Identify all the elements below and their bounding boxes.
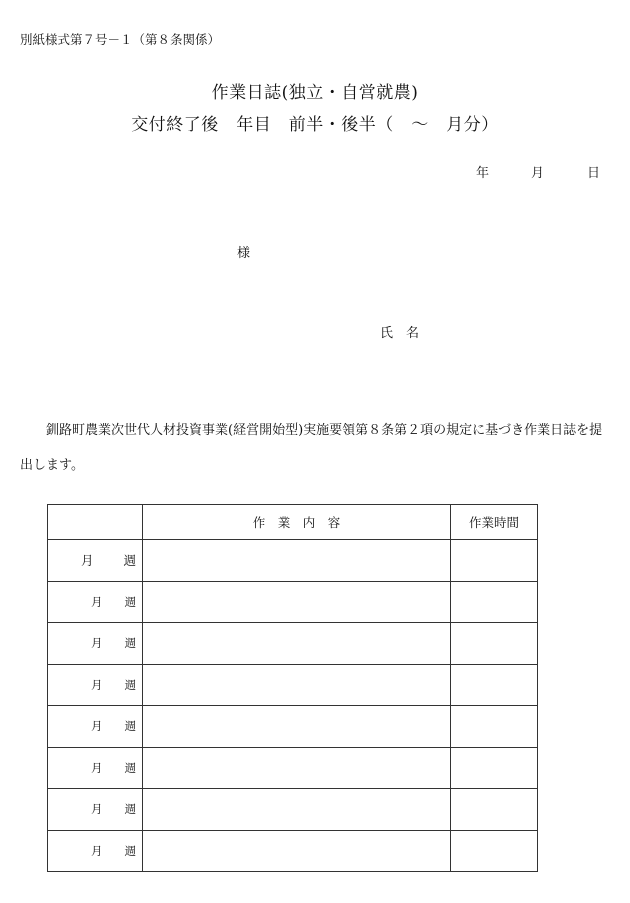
- month-label: 月: [91, 677, 103, 692]
- work-content-cell[interactable]: [143, 664, 451, 706]
- week-label: 週: [124, 594, 136, 609]
- work-content-cell[interactable]: [143, 747, 451, 789]
- work-content-cell[interactable]: [143, 581, 451, 623]
- work-content-cell[interactable]: [143, 706, 451, 748]
- month-label: 月: [91, 760, 103, 775]
- table-row: [48, 664, 538, 706]
- month-label: 月: [91, 843, 103, 858]
- week-label: 週: [124, 636, 136, 651]
- week-cell: [48, 581, 143, 623]
- week-label: 週: [124, 843, 136, 858]
- table-header-row: [48, 505, 538, 540]
- work-log-table: [47, 504, 538, 872]
- month-label: 月: [91, 719, 103, 734]
- table-row: [48, 581, 538, 623]
- work-content-cell[interactable]: [143, 830, 451, 872]
- month-label: 月: [91, 802, 103, 817]
- week-label: 週: [124, 719, 136, 734]
- header-work-time: 作業時間: [451, 505, 538, 540]
- date-month-label: 月: [531, 166, 545, 181]
- form-number: 別紙様式第７号－１（第８条関係）: [20, 32, 221, 47]
- body-paragraph: 釧路町農業次世代人材投資事業(経営開始型)実施要領第８条第２項の規定に基づき作業日誌を提出します。: [20, 423, 603, 473]
- month-label: 月: [91, 594, 103, 609]
- work-time-cell[interactable]: [451, 789, 538, 831]
- table-row: [48, 540, 538, 582]
- week-cell: [48, 706, 143, 748]
- table-row: [48, 789, 538, 831]
- work-time-cell[interactable]: [451, 706, 538, 748]
- work-content-cell[interactable]: [143, 540, 451, 582]
- week-cell: [48, 830, 143, 872]
- week-cell: [48, 623, 143, 665]
- work-time-cell[interactable]: [451, 747, 538, 789]
- week-cell: [48, 789, 143, 831]
- date-day-label: 日: [587, 166, 601, 181]
- month-label: 月: [80, 553, 94, 569]
- document-subtitle: 交付終了後 年目 前半・後半（ ～ 月分）: [131, 115, 499, 135]
- week-label: 週: [124, 802, 136, 817]
- work-content-cell[interactable]: [143, 789, 451, 831]
- work-content-cell[interactable]: [143, 623, 451, 665]
- work-time-cell[interactable]: [451, 540, 538, 582]
- work-time-cell[interactable]: [451, 830, 538, 872]
- table-row: [48, 747, 538, 789]
- week-label: 週: [123, 553, 136, 569]
- work-time-cell[interactable]: [451, 664, 538, 706]
- week-label: 週: [124, 677, 136, 692]
- week-cell: [48, 540, 143, 582]
- work-time-cell[interactable]: [451, 581, 538, 623]
- week-cell: [48, 747, 143, 789]
- week-cell: [48, 664, 143, 706]
- document-title: 作業日誌(独立・自営就農): [211, 83, 419, 103]
- week-label: 週: [124, 760, 136, 775]
- work-time-cell[interactable]: [451, 623, 538, 665]
- name-label: 氏名: [380, 326, 433, 341]
- date-year-label: 年: [476, 166, 490, 181]
- table-row: [48, 623, 538, 665]
- header-period: [48, 505, 143, 540]
- month-label: 月: [91, 636, 103, 651]
- table-row: [48, 830, 538, 872]
- header-work-content: 作 業 内 容: [143, 505, 451, 540]
- table-row: [48, 706, 538, 748]
- addressee-suffix: 様: [237, 246, 251, 261]
